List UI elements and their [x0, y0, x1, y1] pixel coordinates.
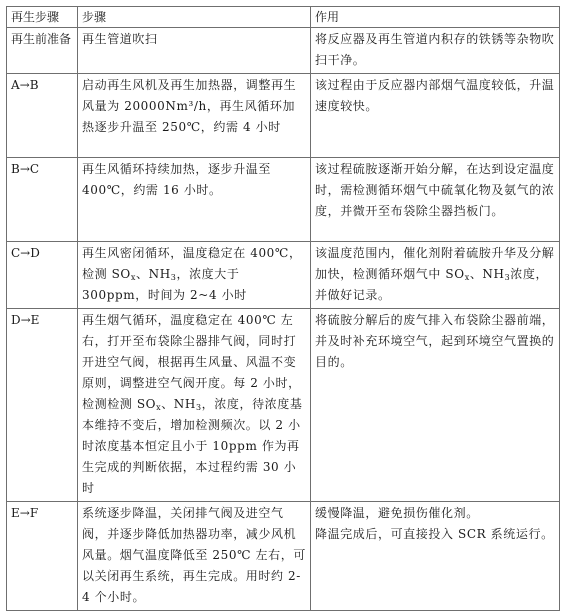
- header-effect: 作用: [311, 7, 560, 28]
- stage-cell: E→F: [7, 502, 78, 611]
- stage-cell: A→B: [7, 74, 78, 158]
- step-cell: 再生风密闭循环，温度稳定在 400℃， 检测 $SO_x$、$NH_3$，浓度大于 300ppm，时间为 2~4 小时: [78, 242, 311, 309]
- stage-cell: B→C: [7, 158, 78, 242]
- effect-cell: [311, 502, 560, 611]
- table-row: [7, 502, 560, 611]
- table-row: [7, 242, 560, 309]
- step-cell: 再生烟气循环，温度稳定在 400℃ 左右，打开至布袋除尘器排气阀，同时打开进空气阀，根据再生风量、风温不变原则，调整进空气阀开度。每 2 小时，检测检测 $SO_x$、$NH_3$，浓度，待浓度基本维持不变后，增加检测频次。以 2 小时浓度基本恒定且小于 10ppm 作为再生完成的判断依据，本过程约需 30 小时: [78, 309, 311, 502]
- stage-cell: 再生前准备: [7, 28, 78, 74]
- table-row: [7, 74, 560, 158]
- step-cell: 再生风循环持续加热，逐步升温至 400℃，约需 16 小时。: [78, 158, 311, 242]
- table-header-row: [7, 7, 560, 28]
- table-row: [7, 28, 560, 74]
- stage-cell: D→E: [7, 309, 78, 502]
- regeneration-steps-table: [6, 6, 560, 611]
- header-stage: 再生步骤: [7, 7, 78, 28]
- table-row: [7, 309, 560, 502]
- step-cell: 系统逐步降温，关闭排气阀及进空气阀，并逐步降低加热器功率，减少风机风量。烟气温度降低至 250℃ 左右，可以关闭再生系统，再生完成。用时约 2-4 个小时。: [78, 502, 311, 611]
- effect-cell: 将硫胺分解后的废气排入布袋除尘器前端，并及时补充环境空气，起到环境空气置换的目的。: [311, 309, 560, 502]
- effect-cell: 将反应器及再生管道内积存的铁锈等杂物吹扫干净。: [311, 28, 560, 74]
- step-cell: 启动再生风机及再生加热器，调整再生风量为 20000Nm³/h，再生风循环加热逐步升温至 250℃，约需 4 小时: [78, 74, 311, 158]
- step-cell: 再生管道吹扫: [78, 28, 311, 74]
- effect-line: 缓慢降温，避免损伤催化剂。: [315, 506, 479, 520]
- stage-cell: C→D: [7, 242, 78, 309]
- table-row: [7, 158, 560, 242]
- effect-cell: 该温度范围内，催化剂附着硫胺升华及分解加快，检测循环烟气中 $SO_x$、$NH_3$浓度，并做好记录。: [311, 242, 560, 309]
- effect-cell: 该过程由于反应器内部烟气温度较低，升温速度较快。: [311, 74, 560, 158]
- header-step: 步骤: [78, 7, 311, 28]
- effect-cell: 该过程硫胺逐渐开始分解，在达到设定温度时，需检测循环烟气中硫氧化物及氨气的浓度，并微开至布袋除尘器挡板门。: [311, 158, 560, 242]
- effect-line: 降温完成后，可直接投入 SCR 系统运行。: [315, 527, 554, 541]
